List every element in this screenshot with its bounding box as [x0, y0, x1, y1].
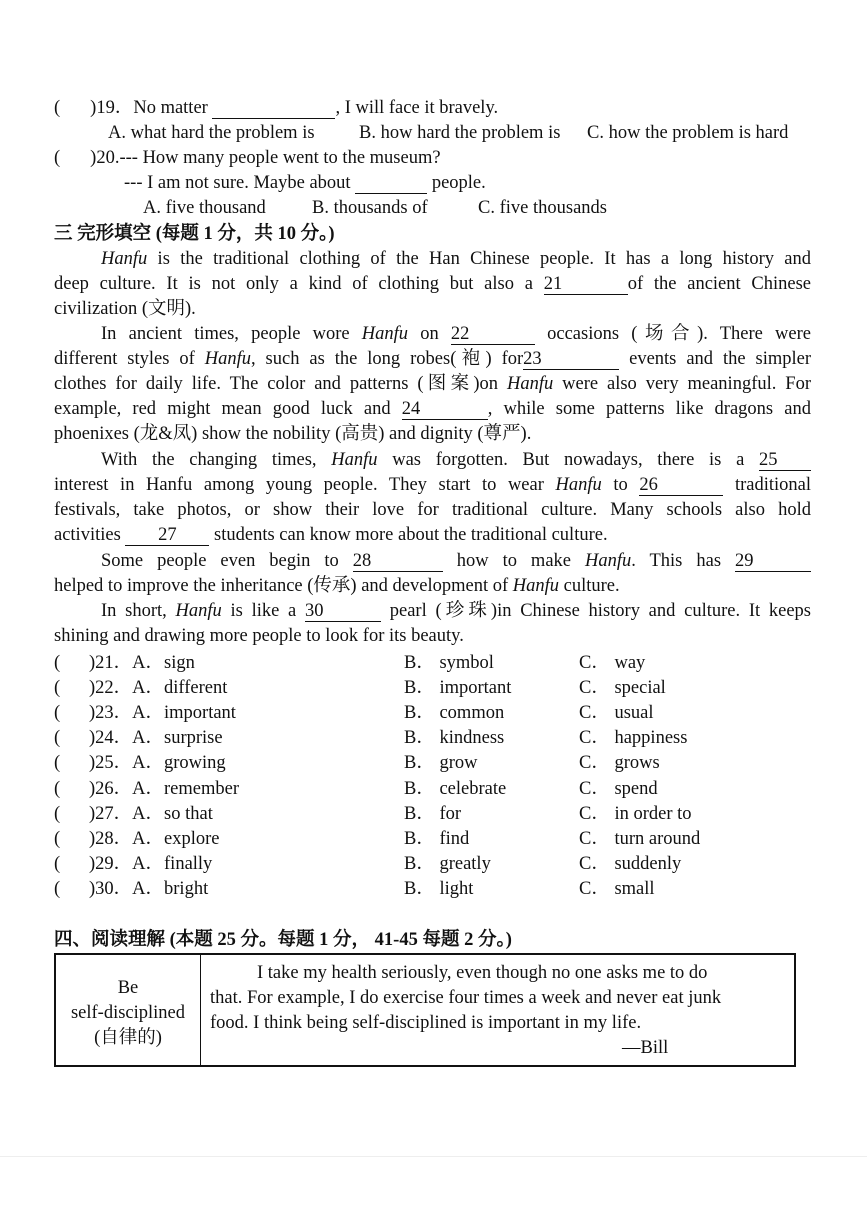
answer-paren: ( — [54, 148, 61, 168]
question-text: --- I am not sure. Maybe about — [124, 173, 356, 193]
heading-line: (自律的) — [94, 1028, 162, 1048]
passage-line: phoenixes (龙&凤) show the nobility (高贵) and dignity (尊严). — [54, 424, 532, 444]
option-a: )24．A．surprise — [89, 728, 223, 748]
blank-21: 21 — [544, 275, 628, 295]
passage-line — [101, 599, 811, 624]
blank-29: 29 — [735, 552, 811, 572]
heading-line: self-disciplined — [70, 1003, 186, 1023]
text-line: food. I think being self-disciplined is important in my life. — [210, 1013, 642, 1033]
option-c: C． usual — [579, 703, 654, 723]
option-c: C． special — [579, 678, 666, 698]
passage-line: festivals, take photos, or show their love for traditional culture. Many schools also hold — [54, 500, 811, 520]
blank-28: 28 — [353, 552, 443, 572]
passage-text: was forgotten. But nowadays, there is a — [377, 450, 759, 470]
text-line: I take my health seriously, even though no one asks me to do — [257, 963, 708, 983]
passage-text: interest in Hanfu among young people. They start to wear — [54, 475, 556, 495]
answer-blank — [212, 99, 335, 119]
passage-text: With the changing times, — [101, 450, 332, 470]
answer-blank — [355, 174, 427, 194]
option-a: )23．A．important — [89, 703, 236, 723]
text-line: that. For example, I do exercise four times a week and never eat junk — [210, 988, 722, 1008]
option-c: C． grows — [579, 753, 660, 773]
passage-line: shining and drawing more people to look for its beauty. — [54, 626, 464, 646]
option-b: B． light — [404, 879, 474, 899]
passage-text: Some people even begin to — [101, 551, 353, 571]
answer-paren: ( — [54, 879, 61, 899]
passage-text: traditional — [723, 475, 811, 495]
section-4-title: 四、阅读理解 (本题 25 分。每题 1 分， 41-45 每题 2 分。) — [54, 930, 512, 950]
blank-27: 27 — [125, 526, 209, 546]
question-text-rest: people. — [427, 173, 486, 193]
passage-line — [54, 397, 811, 422]
reading-box — [54, 953, 796, 1067]
option-c: C． suddenly — [579, 854, 682, 874]
blank-23: 23 — [523, 350, 619, 370]
question-20-option-b: B. thousands of — [312, 198, 428, 218]
section-3-title: 三 完形填空 (每题 1 分，共 10 分。) — [54, 224, 335, 244]
passage-text: students can know more about the traditional culture. — [209, 525, 608, 545]
passage-line: civilization (文明). — [54, 299, 196, 319]
question-text: )19．No matter — [90, 98, 213, 118]
option-b: B． celebrate — [404, 779, 507, 799]
option-c: C． turn around — [579, 829, 701, 849]
question-text-rest: , I will face it bravely. — [335, 98, 499, 118]
passage-text: , such as the long robes(袍) for — [250, 349, 524, 369]
passage-text: helped to improve the inheritance (传承) and development of — [54, 576, 513, 596]
passage-line — [54, 473, 811, 498]
option-c: C． small — [579, 879, 655, 899]
reading-box-heading — [56, 955, 201, 1065]
option-c: C． spend — [579, 779, 658, 799]
passage-text: deep culture. It is not only a kind of clothing but also a — [54, 274, 544, 294]
passage-text: to — [601, 475, 640, 495]
passage-line — [54, 574, 620, 599]
option-a: )21．A．sign — [89, 653, 195, 673]
passage-line — [54, 347, 811, 372]
passage-text: events and the simpler — [619, 349, 811, 369]
passage-text: is the traditional clothing of the Han Chinese people. It has a long history and — [147, 249, 811, 269]
option-c: C． in order to — [579, 804, 692, 824]
option-a: )29．A．finally — [89, 854, 213, 874]
passage-line — [54, 372, 811, 397]
question-20-option-c: C. five thousands — [478, 198, 607, 218]
passage-text: were also very meaningful. For — [553, 374, 811, 394]
hanfu-term: Hanfu — [506, 374, 554, 394]
question-20 — [54, 146, 441, 171]
answer-paren: ( — [54, 829, 61, 849]
question-text: )20.--- How many people went to the museum? — [90, 148, 441, 168]
passage-text: is like a — [221, 601, 305, 621]
passage-text: pearl (珍珠)in Chinese history and culture. It keeps — [381, 601, 811, 621]
passage-line — [54, 523, 608, 548]
option-b: B． grow — [404, 753, 478, 773]
option-a: )30．A．bright — [89, 879, 209, 899]
option-c: C． happiness — [579, 728, 688, 748]
passage-text: different styles of — [54, 349, 205, 369]
hanfu-term: Hanfu — [555, 475, 602, 495]
passage-line — [54, 272, 811, 297]
hanfu-term: Hanfu — [584, 551, 632, 571]
passage-text: culture. — [559, 576, 620, 596]
passage-text: . This has — [631, 551, 735, 571]
option-a: )25．A．growing — [89, 753, 226, 773]
signature: —Bill — [622, 1038, 669, 1058]
question-19-option-c: C. how the problem is hard — [587, 123, 789, 143]
hanfu-term: Hanfu — [101, 249, 148, 269]
passage-line — [101, 247, 811, 272]
answer-paren: ( — [54, 678, 61, 698]
passage-text: example, red might mean good luck and — [54, 399, 402, 419]
blank-24: 24 — [402, 400, 488, 420]
passage-text: clothes for daily life. The color and patterns (图案)on — [54, 374, 507, 394]
passage-text: occasions (场合). There were — [534, 324, 811, 344]
answer-paren: ( — [54, 854, 61, 874]
passage-text: on — [408, 324, 451, 344]
passage-line — [101, 322, 811, 347]
reading-box-text — [210, 961, 790, 1061]
answer-paren: ( — [54, 703, 61, 723]
option-a: )28．A．explore — [89, 829, 220, 849]
option-b: B． greatly — [404, 854, 491, 874]
passage-line — [101, 549, 811, 574]
page-bottom-rule — [0, 1156, 867, 1157]
passage-text: activities — [54, 525, 126, 545]
passage-text: , while some patterns like dragons and — [487, 399, 811, 419]
hanfu-term: Hanfu — [361, 324, 409, 344]
question-19 — [54, 96, 498, 121]
question-20-line2 — [124, 171, 486, 196]
hanfu-term: Hanfu — [331, 450, 378, 470]
option-b: B． symbol — [404, 653, 494, 673]
hanfu-term: Hanfu — [175, 601, 222, 621]
passage-line — [101, 448, 811, 473]
passage-text: In ancient times, people wore — [101, 324, 362, 344]
blank-22: 22 — [451, 325, 535, 345]
passage-text: of the ancient Chinese — [627, 274, 811, 294]
option-b: B． important — [404, 678, 512, 698]
option-c: C． way — [579, 653, 646, 673]
answer-paren: ( — [54, 98, 61, 118]
option-b: B． kindness — [404, 728, 505, 748]
passage-text: In short, — [101, 601, 176, 621]
hanfu-term: Hanfu — [512, 576, 560, 596]
heading-line: Be — [117, 978, 139, 998]
option-a: )27．A．so that — [89, 804, 213, 824]
option-b: B． for — [404, 804, 462, 824]
blank-25: 25 — [759, 451, 811, 471]
answer-paren: ( — [54, 804, 61, 824]
passage-text: how to make — [442, 551, 585, 571]
option-b: B． common — [404, 703, 505, 723]
blank-26: 26 — [639, 476, 723, 496]
blank-30: 30 — [305, 602, 381, 622]
hanfu-term: Hanfu — [204, 349, 251, 369]
answer-paren: ( — [54, 753, 61, 773]
option-a: )26．A．remember — [89, 779, 240, 799]
answer-paren: ( — [54, 779, 61, 799]
option-a: )22．A．different — [89, 678, 228, 698]
question-19-option-b: B. how hard the problem is — [359, 123, 561, 143]
option-b: B． find — [404, 829, 470, 849]
answer-paren: ( — [54, 728, 61, 748]
question-20-option-a: A. five thousand — [143, 198, 266, 218]
question-19-option-a: A. what hard the problem is — [108, 123, 315, 143]
answer-paren: ( — [54, 653, 61, 673]
